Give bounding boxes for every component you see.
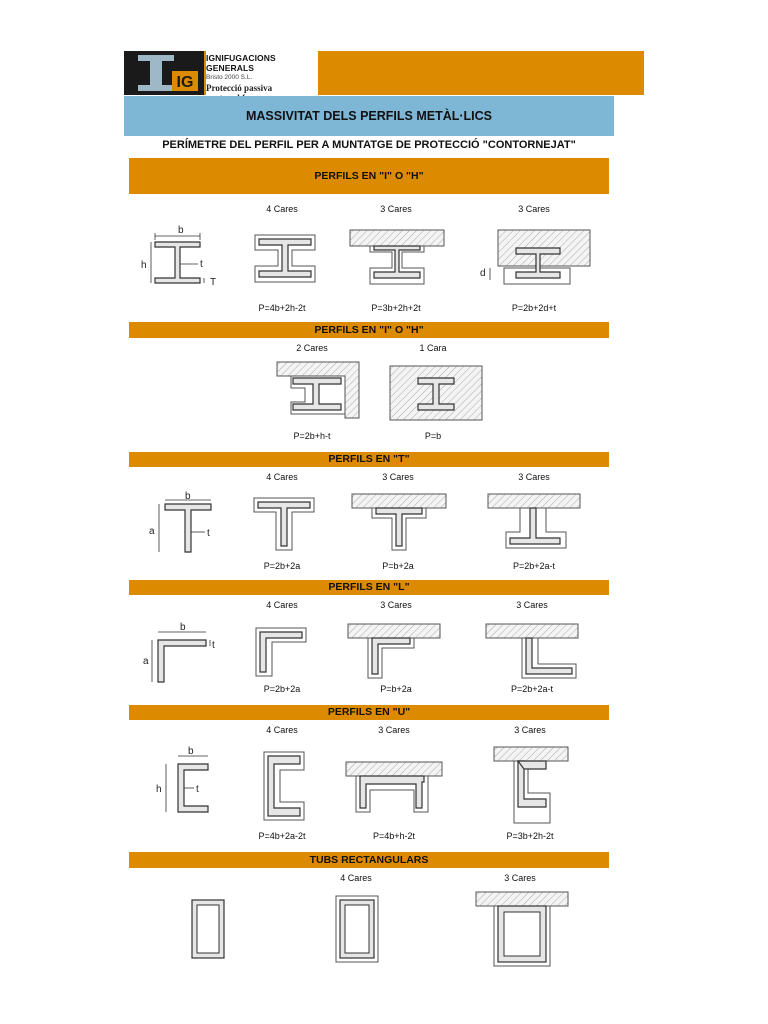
svg-text:T: T xyxy=(210,277,217,288)
svg-text:t: t xyxy=(200,259,203,270)
svg-text:h: h xyxy=(141,260,147,271)
section-t-title: PERFILS EN "T" xyxy=(129,452,609,467)
section5-formula-2: P=4b+h-2t xyxy=(372,831,416,841)
t-profile-dimension-diagram xyxy=(145,490,235,558)
i-profile-4-sides-diagram xyxy=(252,232,322,292)
svg-text:h: h xyxy=(156,784,162,795)
t-profile-4-sides-diagram xyxy=(252,496,322,554)
section2-formula-1: P=2b+h-t xyxy=(293,431,331,441)
l-profile-dimension-diagram xyxy=(142,618,232,688)
section1-label-2: 3 Cares xyxy=(380,204,412,214)
section5-formula-3: P=3b+2h-2t xyxy=(506,831,554,841)
l-profile-3-sides-wall-diagram xyxy=(484,622,584,682)
section3-formula-2: P=b+2a xyxy=(382,561,414,571)
section3-formula-3: P=2b+2a-t xyxy=(512,561,556,571)
rectangular-tube-3-sides-diagram xyxy=(474,890,574,970)
u-profile-4-sides-diagram xyxy=(262,750,312,824)
section5-label-2: 3 Cares xyxy=(378,725,410,735)
section-tubes-title: TUBS RECTANGULARS xyxy=(129,852,609,868)
l-profile-3-sides-diagram xyxy=(346,622,446,682)
u-profile-3-sides-diagram xyxy=(344,760,448,816)
page-subtitle: PERÍMETRE DEL PERFIL PER A MUNTATGE DE PROTECCIÓ "CONTORNEJAT" xyxy=(162,139,576,151)
section1-formula-3: P=2b+2d+t xyxy=(511,303,557,313)
svg-text:b: b xyxy=(188,746,194,757)
section4-formula-2: P=b+2a xyxy=(380,684,412,694)
section4-label-3: 3 Cares xyxy=(516,600,548,610)
logo-mark-text: IG xyxy=(176,74,194,91)
svg-text:d: d xyxy=(480,268,486,279)
rectangular-tube-4-sides-diagram xyxy=(334,894,382,966)
section3-label-1: 4 Cares xyxy=(266,472,298,482)
t-profile-3-sides-diagram xyxy=(350,492,450,556)
i-profile-2-sides-diagram xyxy=(275,360,365,422)
section3-formula-1: P=2b+2a xyxy=(263,561,301,571)
section5-label-1: 4 Cares xyxy=(266,725,298,735)
section3-label-2: 3 Cares xyxy=(382,472,414,482)
svg-text:a: a xyxy=(149,526,155,537)
svg-text:b: b xyxy=(180,622,186,633)
page-title: MASSIVITAT DELS PERFILS METÀL·LICS xyxy=(124,96,614,136)
section4-label-1: 4 Cares xyxy=(266,600,298,610)
svg-text:t: t xyxy=(196,784,199,795)
section4-label-2: 3 Cares xyxy=(380,600,412,610)
u-profile-3-sides-wall-diagram xyxy=(492,745,572,827)
section5-formula-1: P=4b+2a-2t xyxy=(258,831,306,841)
section-i-h-title: PERFILS EN "I" O "H" xyxy=(129,158,609,194)
company-name: IGNIFUGACIONS GENERALS xyxy=(206,53,276,73)
section2-formula-2: P=b xyxy=(424,431,442,441)
i-profile-1-side-diagram xyxy=(388,364,484,424)
i-profile-3-sides-diagram xyxy=(348,228,448,292)
section6-label-1: 4 Cares xyxy=(340,873,372,883)
logo xyxy=(124,51,204,95)
section4-formula-3: P=2b+2a-t xyxy=(510,684,554,694)
section-l-title: PERFILS EN "L" xyxy=(129,580,609,595)
rectangular-tube-diagram xyxy=(190,898,230,962)
section1-label-3: 3 Cares xyxy=(518,204,550,214)
logo-mark-icon xyxy=(124,51,204,95)
svg-text:t: t xyxy=(212,640,215,651)
u-profile-dimension-diagram xyxy=(150,742,230,822)
section6-label-2: 3 Cares xyxy=(504,873,536,883)
svg-text:a: a xyxy=(143,656,149,667)
section4-formula-1: P=2b+2a xyxy=(263,684,301,694)
section3-label-3: 3 Cares xyxy=(518,472,550,482)
section1-label-1: 4 Cares xyxy=(266,204,298,214)
section2-label-1: 2 Cares xyxy=(296,343,328,353)
svg-text:b: b xyxy=(178,225,184,236)
svg-text:b: b xyxy=(185,491,191,502)
section1-formula-2: P=3b+2h+2t xyxy=(371,303,421,313)
section5-label-3: 3 Cares xyxy=(514,725,546,735)
l-profile-4-sides-diagram xyxy=(254,626,314,680)
slogan-line-1: Protecció passiva xyxy=(206,83,273,93)
section-u-title: PERFILS EN "U" xyxy=(129,705,609,720)
section2-label-2: 1 Cara xyxy=(419,343,447,353)
company-legal: Bristo 2000 S.L. xyxy=(206,74,253,81)
section1-formula-1: P=4b+2h-2t xyxy=(258,303,306,313)
logo-text xyxy=(206,51,318,95)
svg-text:t: t xyxy=(207,528,210,539)
t-profile-3-sides-wall-diagram xyxy=(486,492,586,556)
i-profile-dimension-diagram xyxy=(140,220,230,300)
i-profile-3-sides-wall-diagram xyxy=(480,228,600,292)
section-i-h-2-title: PERFILS EN "I" O "H" xyxy=(129,322,609,338)
